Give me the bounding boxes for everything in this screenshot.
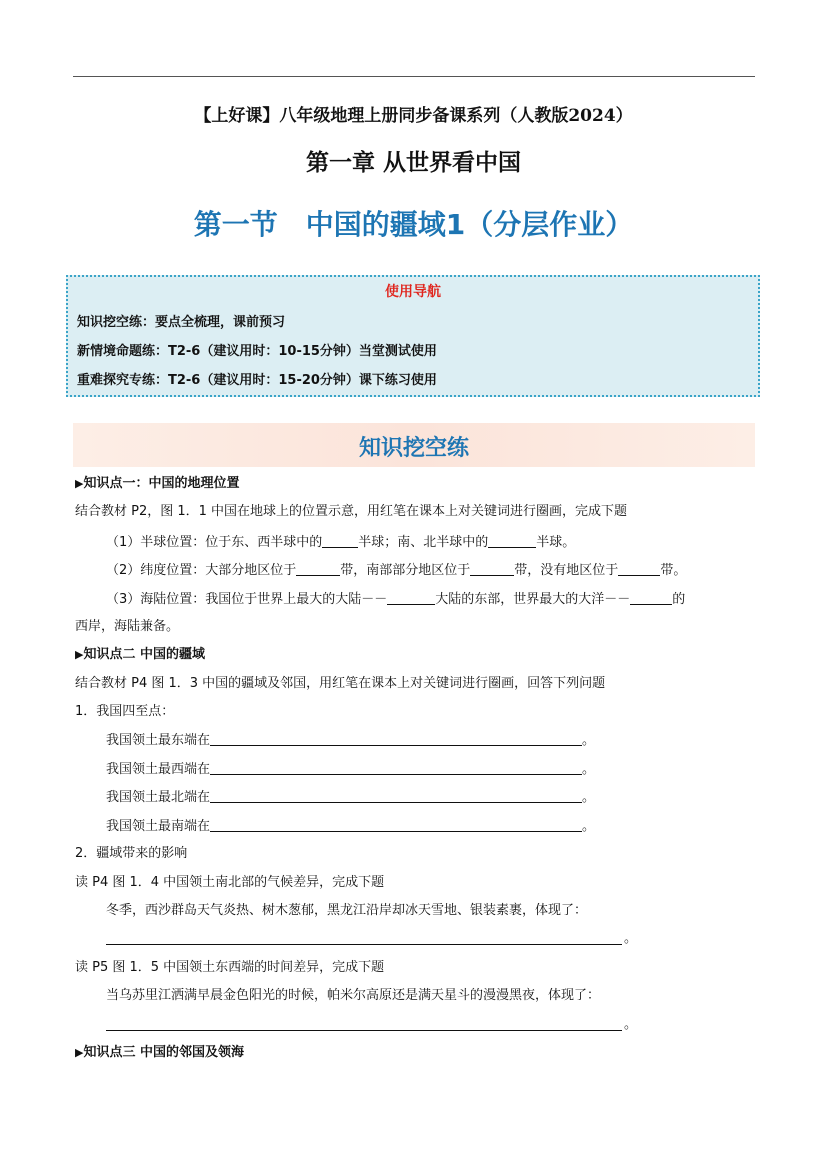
guide-line-2: 新情境命题练：T2-6（建议用时：10-15分钟）当堂测试使用 bbox=[77, 344, 437, 359]
east-point-row bbox=[106, 731, 595, 750]
q2-text-d: 带。 bbox=[660, 563, 687, 578]
kp3-heading bbox=[75, 1044, 244, 1062]
q3-text-b: 大陆的东部，世界最大的大洋－－ bbox=[435, 592, 631, 607]
kp2-read-2: 读 P5 图 1．5 中国领土东西端的时间差异，完成下题 bbox=[75, 960, 385, 975]
answer-line-2[interactable] bbox=[106, 1030, 622, 1031]
kp1-heading bbox=[75, 475, 239, 493]
west-point-row bbox=[106, 760, 595, 779]
west-point-label: 我国领土最西端在 bbox=[106, 762, 211, 777]
kp2-para-1: 冬季，西沙群岛天气炎热、树木葱郁，黑龙江沿岸却冰天雪地、银装素裹，体现了： bbox=[106, 903, 588, 918]
south-point-blank[interactable] bbox=[210, 817, 582, 832]
fill-blank[interactable] bbox=[387, 590, 435, 605]
kp1-question-2 bbox=[106, 561, 686, 580]
guide-line-3: 重难探究专练：T2-6（建议用时：15-20分钟）课下练习使用 bbox=[77, 373, 437, 388]
kp2-heading bbox=[75, 646, 205, 664]
fill-blank[interactable] bbox=[296, 561, 340, 576]
kp2-sub2: 2．疆域带来的影响 bbox=[75, 846, 188, 861]
chapter-title: 第一章 从世界看中国 bbox=[305, 150, 521, 176]
fill-blank[interactable] bbox=[630, 590, 672, 605]
q1-text-a: （1）半球位置：位于东、西半球中的 bbox=[106, 535, 323, 550]
kp2-read-1: 读 P4 图 1．4 中国领土南北部的气候差异，完成下题 bbox=[75, 875, 385, 890]
answer-line-2-end: 。 bbox=[624, 1017, 638, 1032]
banner-title: 知识挖空练 bbox=[358, 436, 469, 461]
end-mark: 。 bbox=[582, 790, 596, 805]
q1-text-b: 半球；南、北半球中的 bbox=[358, 535, 489, 550]
series-title: 【上好课】八年级地理上册同步备课系列（人教版2024） bbox=[194, 106, 633, 126]
fill-blank[interactable] bbox=[322, 533, 358, 548]
east-point-label: 我国领土最东端在 bbox=[106, 733, 211, 748]
guide-title: 使用导航 bbox=[385, 284, 441, 300]
answer-line-1-end: 。 bbox=[624, 931, 638, 946]
section-title: 第一节 中国的疆域1（分层作业） bbox=[193, 208, 634, 241]
q2-text-a: （2）纬度位置：大部分地区位于 bbox=[106, 563, 297, 578]
q3-text-a: （3）海陆位置：我国位于世界上最大的大陆－－ bbox=[106, 592, 388, 607]
header-rule bbox=[73, 76, 755, 77]
kp1-question-3 bbox=[106, 590, 685, 609]
usage-guide-box bbox=[66, 275, 760, 397]
q1-text-c: 半球。 bbox=[536, 535, 576, 550]
north-point-row bbox=[106, 788, 595, 807]
east-point-blank[interactable] bbox=[210, 731, 582, 746]
answer-line-1[interactable] bbox=[106, 944, 622, 945]
kp2-para-2: 当乌苏里江洒满早晨金色阳光的时候，帕米尔高原还是满天星斗的漫漫黑夜，体现了： bbox=[106, 988, 601, 1003]
triangle-marker-icon: ▶ bbox=[75, 1046, 84, 1059]
end-mark: 。 bbox=[582, 762, 596, 777]
fill-blank[interactable] bbox=[488, 533, 536, 548]
kp3-heading-text: 知识点三 中国的邻国及领海 bbox=[83, 1045, 244, 1060]
kp1-heading-text: 知识点一：中国的地理位置 bbox=[83, 476, 240, 491]
fill-blank[interactable] bbox=[470, 561, 514, 576]
south-point-label: 我国领土最南端在 bbox=[106, 819, 211, 834]
triangle-marker-icon: ▶ bbox=[75, 648, 84, 661]
south-point-row bbox=[106, 817, 595, 836]
kp1-intro: 结合教材 P2，图 1．1 中国在地球上的位置示意，用红笔在课本上对关键词进行圈画，完成下题 bbox=[75, 504, 628, 519]
end-mark: 。 bbox=[582, 819, 596, 834]
section-banner bbox=[73, 423, 755, 467]
kp2-heading-text: 知识点二 中国的疆域 bbox=[83, 647, 205, 662]
end-mark: 。 bbox=[582, 733, 596, 748]
west-point-blank[interactable] bbox=[210, 760, 582, 775]
q2-text-c: 带，没有地区位于 bbox=[514, 563, 619, 578]
guide-line-1: 知识挖空练：要点全梳理，课前预习 bbox=[77, 315, 286, 330]
kp2-intro: 结合教材 P4 图 1．3 中国的疆域及邻国，用红笔在课本上对关键词进行圈画，回答下列问题 bbox=[75, 676, 606, 691]
triangle-marker-icon: ▶ bbox=[75, 477, 84, 490]
fill-blank[interactable] bbox=[618, 561, 660, 576]
kp1-question-3-cont: 西岸，海陆兼备。 bbox=[75, 619, 180, 634]
q3-text-c: 的 bbox=[672, 592, 686, 607]
kp2-sub1: 1．我国四至点： bbox=[75, 704, 175, 719]
north-point-label: 我国领土最北端在 bbox=[106, 790, 211, 805]
q2-text-b: 带，南部部分地区位于 bbox=[340, 563, 471, 578]
kp1-question-1 bbox=[106, 533, 575, 552]
north-point-blank[interactable] bbox=[210, 788, 582, 803]
